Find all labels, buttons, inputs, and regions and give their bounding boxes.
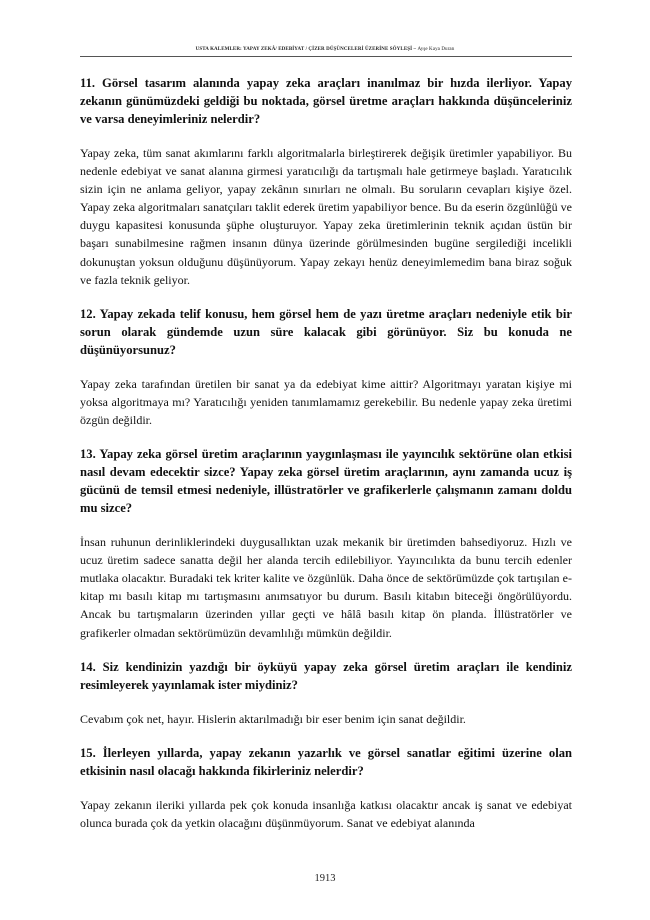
page-body (80, 74, 572, 848)
answer-15: Yapay zekanın ileriki yıllarda pek çok konuda insanlığa katkısı olacaktır ancak iş sanat ve edebiyat olunca burada çok da yetkin olacağını düşünmüyorum. Sanat ve edebiyat alanında (80, 797, 572, 830)
answer-11: Yapay zeka, tüm sanat akımlarını farklı algoritmalarla birleştirerek değişik üretimler yapabiliyor. Bu nedenle edebiyat ve sanat alanına girmesi yaratıcılığı da tartışmalı hale getirmeye başladı. Yaratıcılık sizin için ne anlama geliyor, yapay zekânın sınırları ne olmalı. Bu soruların cevapları kişiye özel. Yapay zeka algoritmaları sanatçıları taklit ederek üretim yapabiliyor bence. Bu da eserin özgünlüğü ve duygu kapasitesi konusunda şüphe oluşturuyor. Yapay zeka üretimlerinin teknik açıdan üstün bir başarı sunabilmesine rağmen insanın dünya üzerinde görülmesinden bugüne sergilediği incelikli dokunuştan yoksun olduğunu düşünüyorum. Yapay zekayı henüz deneyimlemedim bana biraz soğuk ve fazla teknik geliyor. (80, 146, 572, 287)
answer-14: Cevabım çok net, hayır. Hislerin aktarılmadığı bir eser benim için sanat değildir. (80, 711, 466, 726)
qa-block-11 (80, 74, 572, 289)
question-15: 15. İlerleyen yıllarda, yapay zekanın yazarlık ve görsel sanatlar eğitimi üzerine olan etkisinin nasıl olacağı hakkında fikirleriniz nelerdir? (80, 745, 572, 778)
page-number: 1913 (314, 873, 336, 884)
answer-12: Yapay zeka tarafından üretilen bir sanat ya da edebiyat kime aittir? Algoritmayı yaratan kişiye mi yoksa algoritmaya mı? Yaratıcılığı yeniden tanımlamamız gerekebilir. Bu nedenle yapay zeka üretimi özgün değildir. (80, 376, 572, 427)
question-12: 12. Yapay zekada telif konusu, hem görsel hem de yazı üretme araçları nedeniyle etik bir sorun olarak gündemde uzun süre kalacak gibi görünüyor. Siz bu konuda ne düşünüyorsunuz? (80, 306, 572, 357)
question-11: 11. Görsel tasarım alanında yapay zeka araçları inanılmaz bir hızda ilerliyor. Yapay zekanın günümüzdeki geldiği bu noktada, görsel üretme araçları hakkında düşünceleriniz ve varsa deneyimleriniz nelerdir? (80, 76, 572, 126)
header-title: USTA KALEMLER: YAPAY ZEKÂ/ EDEBİYAT / ÇİZER DÜŞÜNCELERİ ÜZERİNE SÖYLEŞİ – (195, 47, 418, 52)
header-author: Ayşe Kaya Duran (417, 47, 455, 52)
qa-block-15 (80, 744, 572, 832)
qa-block-13 (80, 445, 572, 642)
qa-block-12 (80, 305, 572, 429)
question-13: 13. Yapay zeka görsel üretim araçlarının yaygınlaşması ile yayıncılık sektörüne olan etkisi nasıl devam edecektir sizce? Yapay zeka görsel üretim araçlarının, aynı zamanda ucuz iş gücünü de temsil etmesi nedeniyle, illüstratörler ve grafikerlerle çalışmanın zamanı doldu mu sizce? (80, 447, 572, 516)
running-header (0, 47, 650, 52)
header-rule (80, 56, 572, 57)
answer-13: İnsan ruhunun derinliklerindeki duygusallıktan uzak mekanik bir üretimden bahsediyoruz. Hızlı ve ucuz üretim sadece sanatta değil her alanda tercih edilebiliyor. Yayıncılıkta da bunu tercih edenler mutlaka olacaktır. Buradaki tek kriter kalite ve özgünlük. Daha önce de sektörümüzde çok tartışılan e-kitap mı basılı kitap mı tartışmasını anımsatıyor bu durum. Basılı kitabın biteceği öngörülüyordu. Ancak bu tartışmaların üzerinden yıllar geçti ve hâlâ basılı kitap ön planda. İllüstratörler ve grafikerler olmadan sektörümüzün devamlılığı mümkün değildir. (80, 535, 572, 640)
question-14: 14. Siz kendinizin yazdığı bir öyküyü yapay zeka görsel üretim araçları ile kendiniz resimleyerek yayınlamak ister miydiniz? (80, 659, 572, 692)
qa-block-14 (80, 658, 572, 728)
